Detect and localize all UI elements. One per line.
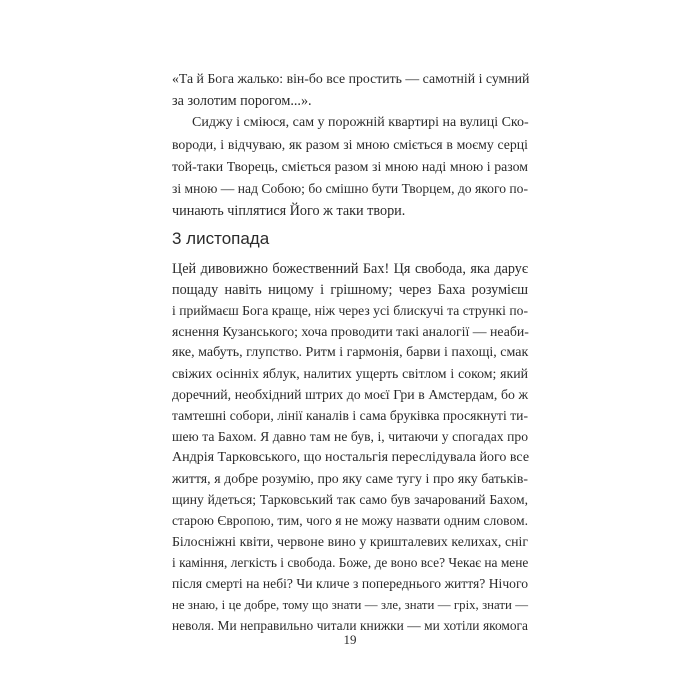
text-line: життя, я добре розумію, про яку саме тугу і про яку батьків- [172, 471, 528, 486]
text-line: щину йдеться; Тарковський так само був зачарований Бахом, [172, 492, 528, 507]
text-line: зі мною — над Собою; бо смішно бути Творцем, до якого по- [172, 181, 528, 196]
text-line: і приймаєш Бога краще, ніж через усі блискучі та стрункі по- [172, 303, 528, 318]
text-line: Білосніжні квіти, червоне вино у кришталевих келихах, сніг [172, 534, 528, 549]
text-line: старою Європою, тим, чого я не можу назвати одним словом. [172, 513, 528, 528]
text-line: свіжих осінніх яблук, налитих ущерть світлом і соком; який [172, 366, 528, 381]
text-line: після смерті на небі? Чи кличе з попереднього життя? Нічого [172, 576, 528, 591]
text-line: вороди, і відчуваю, як разом зі мною сміється в моєму серці [172, 137, 528, 152]
text-line: чинають чіплятися Його ж таки твори. [172, 203, 406, 219]
text-line: не знаю, і це добре, тому що знати — зле, знати — гріх, знати — [172, 598, 528, 612]
text-line: тамтешні собори, лінії каналів і сама бруківка просякнуті ти- [172, 408, 528, 423]
text-line: той-таки Творець, сміється разом зі мною наді мною і разом [172, 159, 528, 174]
text-line: шею та Бахом. Я давно там не був, і, читаючи у спогадах про [172, 429, 528, 444]
text-line: яснення Кузанського; хоча проводити такі аналогії — неаби- [172, 324, 529, 339]
text-line: Сиджу і сміюся, сам у порожній квартирі на вулиці Ско- [192, 115, 529, 130]
page-number: 19 [343, 632, 357, 647]
text-line: неволя. Ми неправильно читали книжки — ми хотіли якомога [172, 618, 528, 633]
text-line: Цей дивовижно божественний Бах! Ця свобода, яка дарує [172, 261, 528, 277]
text-line: пощаду навіть ницому і грішному; через Баха розумієш [172, 282, 528, 298]
text-line: «Та й Бога жалько: він-бо все простить — самотній і сумний [172, 71, 530, 86]
text-line: Андрія Тарковського, що ностальгія переслідувала його все [172, 450, 530, 465]
text-line: і каміння, легкість і свобода. Боже, де воно все? Чекає на мене [172, 555, 529, 570]
section-heading: 3 листопада [172, 229, 270, 248]
text-line: за золотим порогом...». [172, 93, 312, 109]
text-line: яке, мабуть, глупство. Ритм і гармонія, барви і пахощі, смак [172, 345, 529, 360]
text-line: доречний, необхідний штрих до моєї Гри в Амстердам, бо ж [172, 387, 528, 402]
